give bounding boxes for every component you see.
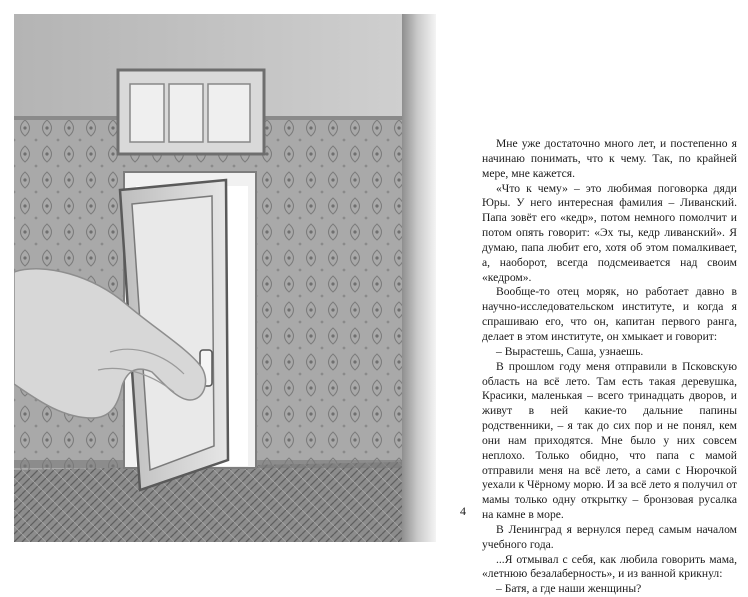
paragraph: Вообще-то отец моряк, но работает давно в научно-исследовательском институте, и когда я спрашиваю его, что он, капитан первого ранга, делает в этом институте, он хмыкает и говорит: xyxy=(482,285,737,343)
paragraph: – Вырастешь, Саша, узнаешь. xyxy=(496,344,644,358)
paragraph: – Батя, а где наши женщины? xyxy=(496,582,642,596)
paragraph: В прошлом году меня отправили в Псковскую область на всё лето. Там есть такая деревушка, Красики, маленькая – всего тринадцать дворов, и живут в ней какие-то дальние папины родственники, – я так до сих пор и не понял, кем они нам приходятся. Мне было у них совсем неплохо. Только обидно, что папа с мамой отправили меня на всё лето, а сами с Нюрочкой уехали к Чёрному морю. И за всё лето я получил от мамы только одну открытку – бронзовая русалка на камне в море. xyxy=(482,359,737,522)
page-gutter xyxy=(402,14,436,542)
paragraph: «Что к чему» – это любимая поговорка дяди Юры. У него интересная фамилия – Ливанский. Папа зовёт его «кедр», потом немного помолчит и потом опять говорит: «Эх ты, кедр ливанский». Я думаю, папа любит его, хотя об этом помалкивает, а, наоборот, всегда подсмеивается над своим «кедром». xyxy=(482,181,737,284)
body-text xyxy=(482,137,737,597)
toy-room-photo xyxy=(14,14,402,542)
page-number: 4 xyxy=(460,504,466,518)
paragraph: В Ленинград я вернулся перед самым началом учебного года. xyxy=(482,522,737,551)
parquet-floor xyxy=(14,462,402,542)
paragraph: ...Я отмывал с себя, как любила говорить мама, «летнюю безалаберность», и из ванной крикнул: xyxy=(482,552,737,581)
illustration-page xyxy=(14,14,402,542)
transom-window xyxy=(118,70,264,154)
paragraph: Мне уже достаточно много лет, и постепенно я начинаю понимать, что к чему. Так, по крайней мере, мне кажется. xyxy=(482,137,737,180)
